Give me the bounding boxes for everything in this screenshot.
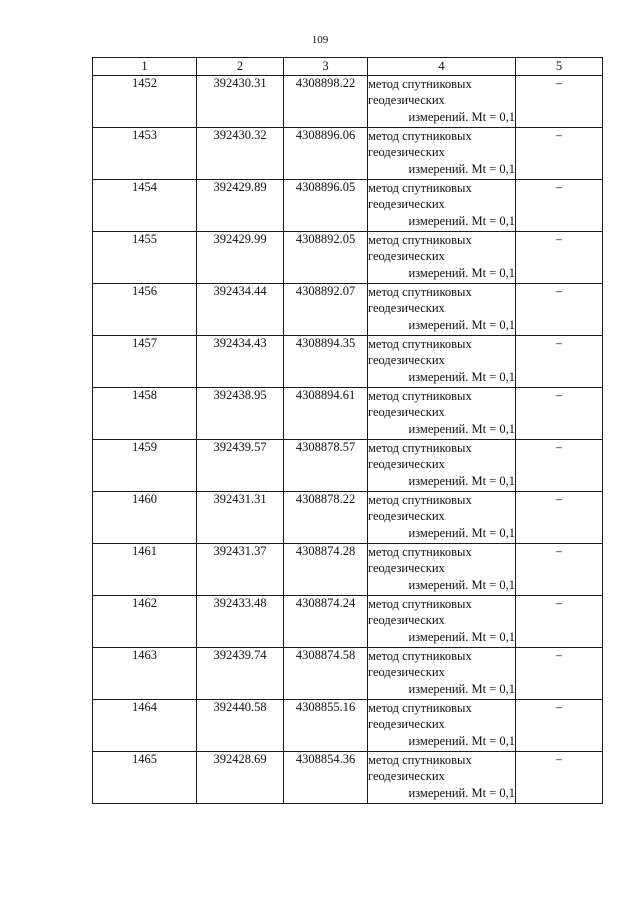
method-text-line: измерений. Mt = 0,1: [408, 681, 515, 696]
method-text-line: измерений. Mt = 0,1: [408, 525, 515, 540]
coordinates-table: [92, 57, 603, 804]
method-text-line: метод спутниковых: [368, 389, 472, 403]
method-text-line: измерений. Mt = 0,1: [408, 369, 515, 384]
y-coordinate-cell: 4308898.22: [284, 76, 368, 128]
method-cell: [368, 232, 516, 284]
method-cell: [368, 180, 516, 232]
method-text-line: метод спутниковых: [368, 77, 472, 91]
y-coordinate-cell: 4308874.28: [284, 544, 368, 596]
method-text-line: измерений. Mt = 0,1: [408, 421, 515, 436]
method-cell: [368, 388, 516, 440]
note-cell: –: [516, 284, 603, 336]
method-cell: [368, 752, 516, 804]
method-text-line: метод спутниковых: [368, 181, 472, 195]
point-number-cell: 1464: [93, 700, 197, 752]
method-text-line: геодезических: [368, 249, 445, 264]
method-text-line: измерений. Mt = 0,1: [408, 265, 515, 280]
x-coordinate-cell: 392439.74: [197, 648, 284, 700]
point-number-cell: 1453: [93, 128, 197, 180]
method-cell: [368, 492, 516, 544]
point-number-cell: 1452: [93, 76, 197, 128]
method-cell: [368, 284, 516, 336]
method-text-line: метод спутниковых: [368, 701, 472, 715]
x-coordinate-cell: 392439.57: [197, 440, 284, 492]
table-row: [93, 336, 603, 388]
table-row: [93, 440, 603, 492]
method-text-line: измерений. Mt = 0,1: [408, 317, 515, 332]
method-text-line: метод спутниковых: [368, 597, 472, 611]
note-cell: –: [516, 388, 603, 440]
table-row: [93, 284, 603, 336]
method-text-line: метод спутниковых: [368, 337, 472, 351]
method-text-line: измерений. Mt = 0,1: [408, 785, 515, 800]
point-number-cell: 1461: [93, 544, 197, 596]
x-coordinate-cell: 392431.37: [197, 544, 284, 596]
point-number-cell: 1462: [93, 596, 197, 648]
point-number-cell: 1454: [93, 180, 197, 232]
note-cell: –: [516, 492, 603, 544]
y-coordinate-cell: 4308874.58: [284, 648, 368, 700]
method-text-line: геодезических: [368, 509, 445, 524]
table-header-row: [93, 58, 603, 76]
note-cell: –: [516, 596, 603, 648]
table-row: [93, 388, 603, 440]
method-cell: [368, 336, 516, 388]
method-text-line: геодезических: [368, 301, 445, 316]
point-number-cell: 1457: [93, 336, 197, 388]
method-text-line: геодезических: [368, 93, 445, 108]
x-coordinate-cell: 392440.58: [197, 700, 284, 752]
column-header: 3: [284, 58, 368, 76]
note-cell: –: [516, 700, 603, 752]
note-cell: –: [516, 752, 603, 804]
method-text-line: измерений. Mt = 0,1: [408, 577, 515, 592]
method-text-line: геодезических: [368, 457, 445, 472]
x-coordinate-cell: 392430.32: [197, 128, 284, 180]
x-coordinate-cell: 392429.89: [197, 180, 284, 232]
table-row: [93, 544, 603, 596]
method-text-line: метод спутниковых: [368, 129, 472, 143]
method-text-line: метод спутниковых: [368, 441, 472, 455]
point-number-cell: 1465: [93, 752, 197, 804]
method-cell: [368, 76, 516, 128]
note-cell: –: [516, 128, 603, 180]
column-header: 1: [93, 58, 197, 76]
column-header: 5: [516, 58, 603, 76]
method-text-line: метод спутниковых: [368, 285, 472, 299]
table-row: [93, 232, 603, 284]
method-text-line: метод спутниковых: [368, 545, 472, 559]
x-coordinate-cell: 392433.48: [197, 596, 284, 648]
y-coordinate-cell: 4308896.06: [284, 128, 368, 180]
note-cell: –: [516, 232, 603, 284]
method-text-line: геодезических: [368, 613, 445, 628]
method-text-line: геодезических: [368, 665, 445, 680]
table-row: [93, 596, 603, 648]
method-text-line: измерений. Mt = 0,1: [408, 473, 515, 488]
note-cell: –: [516, 648, 603, 700]
y-coordinate-cell: 4308854.36: [284, 752, 368, 804]
method-text-line: метод спутниковых: [368, 649, 472, 663]
x-coordinate-cell: 392434.43: [197, 336, 284, 388]
method-text-line: геодезических: [368, 405, 445, 420]
x-coordinate-cell: 392434.44: [197, 284, 284, 336]
table-row: [93, 76, 603, 128]
method-text-line: геодезических: [368, 145, 445, 160]
x-coordinate-cell: 392430.31: [197, 76, 284, 128]
x-coordinate-cell: 392431.31: [197, 492, 284, 544]
y-coordinate-cell: 4308892.05: [284, 232, 368, 284]
column-header: 2: [197, 58, 284, 76]
method-text-line: измерений. Mt = 0,1: [408, 629, 515, 644]
method-text-line: геодезических: [368, 561, 445, 576]
point-number-cell: 1456: [93, 284, 197, 336]
table-row: [93, 128, 603, 180]
method-cell: [368, 700, 516, 752]
y-coordinate-cell: 4308878.57: [284, 440, 368, 492]
y-coordinate-cell: 4308896.05: [284, 180, 368, 232]
method-cell: [368, 596, 516, 648]
note-cell: –: [516, 76, 603, 128]
x-coordinate-cell: 392438.95: [197, 388, 284, 440]
y-coordinate-cell: 4308894.61: [284, 388, 368, 440]
method-text-line: геодезических: [368, 353, 445, 368]
method-cell: [368, 544, 516, 596]
table-row: [93, 752, 603, 804]
x-coordinate-cell: 392428.69: [197, 752, 284, 804]
method-text-line: геодезических: [368, 769, 445, 784]
note-cell: –: [516, 180, 603, 232]
method-text-line: измерений. Mt = 0,1: [408, 213, 515, 228]
table-row: [93, 180, 603, 232]
method-cell: [368, 128, 516, 180]
method-text-line: метод спутниковых: [368, 233, 472, 247]
page-number: 109: [311, 34, 329, 46]
column-header: 4: [368, 58, 516, 76]
point-number-cell: 1458: [93, 388, 197, 440]
y-coordinate-cell: 4308874.24: [284, 596, 368, 648]
method-text-line: измерений. Mt = 0,1: [408, 733, 515, 748]
y-coordinate-cell: 4308855.16: [284, 700, 368, 752]
y-coordinate-cell: 4308892.07: [284, 284, 368, 336]
y-coordinate-cell: 4308878.22: [284, 492, 368, 544]
method-text-line: измерений. Mt = 0,1: [408, 109, 515, 124]
note-cell: –: [516, 336, 603, 388]
table-row: [93, 700, 603, 752]
method-text-line: метод спутниковых: [368, 493, 472, 507]
point-number-cell: 1455: [93, 232, 197, 284]
method-text-line: измерений. Mt = 0,1: [408, 161, 515, 176]
note-cell: –: [516, 440, 603, 492]
point-number-cell: 1459: [93, 440, 197, 492]
point-number-cell: 1460: [93, 492, 197, 544]
x-coordinate-cell: 392429.99: [197, 232, 284, 284]
method-text-line: метод спутниковых: [368, 753, 472, 767]
y-coordinate-cell: 4308894.35: [284, 336, 368, 388]
method-text-line: геодезических: [368, 197, 445, 212]
table-row: [93, 492, 603, 544]
table-body: [93, 76, 603, 804]
method-text-line: геодезических: [368, 717, 445, 732]
note-cell: –: [516, 544, 603, 596]
point-number-cell: 1463: [93, 648, 197, 700]
method-cell: [368, 440, 516, 492]
table-row: [93, 648, 603, 700]
method-cell: [368, 648, 516, 700]
